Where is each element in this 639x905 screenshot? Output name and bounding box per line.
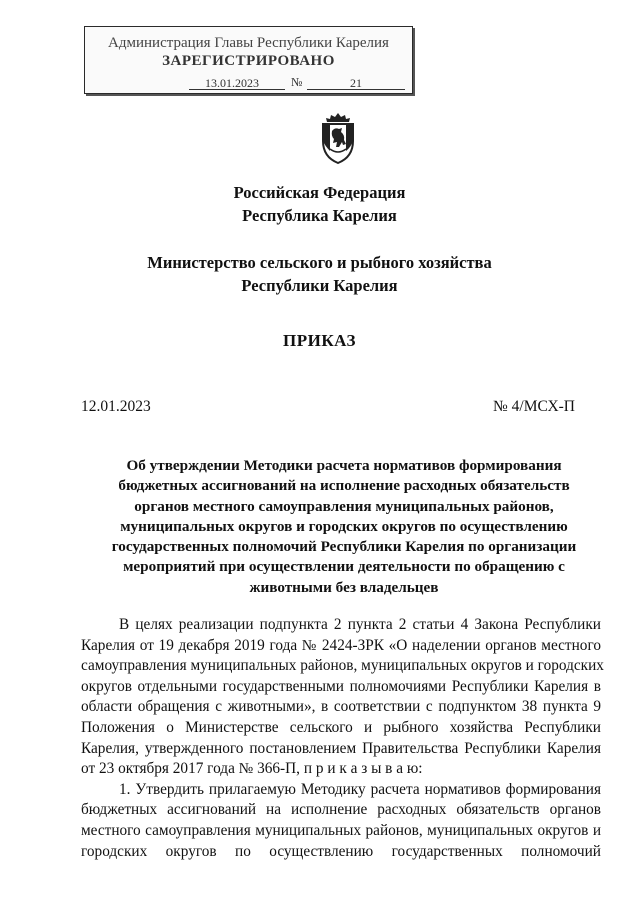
stamp-number-label: № [291, 75, 303, 89]
body-line: от 23 октября 2017 года № 366-П, п р и к а з ы в а ю: [81, 760, 423, 778]
country-title: Российская Федерация [233, 183, 406, 202]
body-line: В целях реализации подпункта 2 пункта 2 статьи 4 Закона Республики [119, 616, 601, 633]
stamp-org: Администрация Главы Республики Карелия [108, 35, 389, 51]
registration-stamp [84, 26, 413, 94]
subject-line: бюджетных ассигнований на исполнение расходных обязательств [118, 477, 570, 495]
body-line: Карелия от 19 декабря 2019 года № 2424-ЗРК «О наделении органов местного [81, 636, 601, 654]
body-line: бюджетных ассигнований на исполнение расходных обязательств органов [81, 801, 601, 819]
stamp-date-underline [189, 89, 285, 90]
stamp-status: ЗАРЕГИСТРИРОВАНО [162, 53, 335, 69]
body-line: самоуправления муниципальных районов, муниципальных округов и городских [81, 657, 604, 675]
subject-line: мероприятий при осуществлении деятельности по обращению с [123, 558, 565, 576]
body-line: 1. Утвердить прилагаемую Методику расчета нормативов формирования [119, 780, 601, 798]
body-line: области обращения с животными», в соответствии с подпунктом 38 пункта 9 [81, 698, 601, 716]
subject-line: животными без владельцев [249, 578, 439, 596]
stamp-number-underline [307, 89, 405, 90]
ministry-title-line1: Министерство сельского и рыбного хозяйства [147, 253, 492, 272]
stamp-number: 21 [350, 76, 362, 90]
subject-line: государственных полномочий Республики Карелия по организации [111, 538, 577, 556]
order-subject [96, 456, 592, 598]
subject-line: муниципальных округов и городских округов по осуществлению [120, 517, 568, 535]
body-line: местного самоуправления муниципальных районов, муниципальных округов и [81, 821, 601, 839]
subject-line: органов местного самоуправления муниципальных районов, [134, 497, 554, 515]
subject-line: Об утверждении Методики расчета нормативов формирования [126, 457, 562, 474]
order-body [81, 615, 604, 862]
republic-title: Республика Карелия [242, 206, 397, 225]
body-line: Положения о Министерстве сельского и рыбного хозяйства Республики [81, 718, 601, 736]
karelia-bear-coat-of-arms-icon [315, 111, 361, 165]
stamp-date: 13.01.2023 [205, 76, 259, 90]
order-number: № 4/МСХ-П [493, 398, 575, 415]
body-line: городских округов по осуществлению государственных полномочий [81, 842, 601, 860]
document-type: ПРИКАЗ [283, 331, 356, 350]
body-line: округов отдельными государственными полномочиями Республики Карелия в [81, 677, 601, 695]
ministry-title-line2: Республики Карелия [241, 276, 398, 295]
body-line: Карелия, утвержденного постановлением Правительства Республики Карелия [81, 739, 601, 757]
order-date: 12.01.2023 [81, 398, 151, 415]
